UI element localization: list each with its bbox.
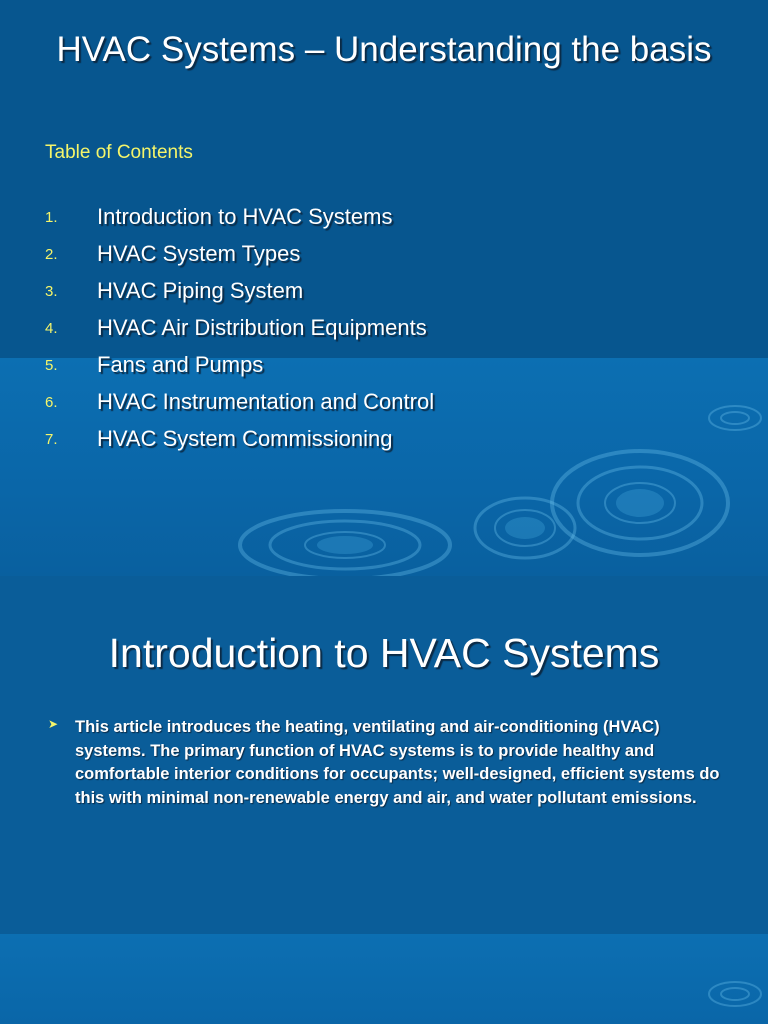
toc-item-number: 4. xyxy=(45,320,58,337)
toc-item-text: HVAC Instrumentation and Control xyxy=(97,389,435,414)
slide-2-title: Introduction to HVAC Systems xyxy=(108,630,660,676)
bullet-text: This article introduces the heating, ventilating and air-conditioning (HVAC) systems. The primary function of HVAC systems is to provide healthy and comfortable interior conditions for occupants; well-designed, efficient systems do this with minimal non-renewable energy and air, and water pollutant emissions. xyxy=(75,718,720,807)
toc-item-text: Introduction to HVAC Systems xyxy=(97,204,393,229)
toc-item-text: Fans and Pumps xyxy=(97,352,264,377)
toc-item-number: 1. xyxy=(45,209,58,226)
toc-item-text: HVAC Piping System xyxy=(97,278,304,303)
slide-2 xyxy=(0,576,768,1024)
arrow-bullet-icon: ➤ xyxy=(48,717,59,731)
toc-item-number: 6. xyxy=(45,394,58,411)
slide-1-title: HVAC Systems – Understanding the basis xyxy=(56,30,712,69)
toc-item-text: HVAC System Types xyxy=(97,241,301,266)
toc-item-number: 7. xyxy=(45,431,58,448)
toc-heading: Table of Contents xyxy=(45,142,193,163)
toc-item-number: 2. xyxy=(45,246,58,263)
toc-item-text: HVAC System Commissioning xyxy=(97,426,393,451)
toc-item-text: HVAC Air Distribution Equipments xyxy=(97,315,427,340)
toc-item-number: 3. xyxy=(45,283,58,300)
toc-item-number: 5. xyxy=(45,357,58,374)
